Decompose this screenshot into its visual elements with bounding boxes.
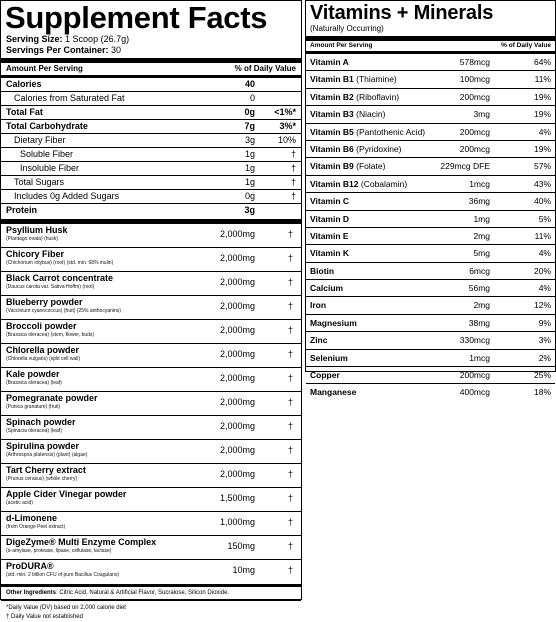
vitamin-mineral-name: Copper [310, 370, 340, 381]
vitamin-mineral-alias: (Riboflavin) [353, 91, 400, 102]
vitamin-mineral-name: Zinc [310, 335, 328, 346]
vitamin-mineral-row [306, 88, 555, 105]
ingredient-dv: † [287, 253, 293, 263]
ingredient-row [1, 392, 301, 415]
nutrient-amount: 1g [244, 177, 255, 187]
amount-header-row [1, 63, 301, 75]
other-ingredients-value: : Citric Acid, Natural & Artificial Flavor, Sucralose, Silicon Dioxide. [56, 590, 230, 596]
ingredient-dv: † [287, 325, 293, 335]
vitamin-mineral-dv: 18% [533, 387, 551, 398]
nutrient-row [1, 190, 301, 203]
ingredient-dv: † [287, 301, 293, 311]
vitamin-mineral-name: Vitamin K [310, 248, 350, 259]
ingredient-row [1, 344, 301, 367]
ingredient-amount: 2,000mg [219, 445, 255, 455]
ingredient-name: Broccoli powder [6, 321, 77, 331]
serving-size-label: Serving Size: [6, 34, 63, 44]
ingredient-name: Psyllium Husk [6, 225, 68, 235]
ingredient-dv: † [287, 277, 293, 287]
vitamin-mineral-dv: 64% [533, 57, 551, 67]
nutrient-row [1, 204, 301, 217]
ingredient-amount: 2,000mg [219, 469, 255, 479]
ingredient-row [1, 536, 301, 559]
vm-dv-header: % of Daily Value [501, 42, 551, 49]
ingredient-name: DigeZyme® Multi Enzyme Complex [6, 537, 157, 547]
nutrient-name: Protein [6, 205, 38, 215]
ingredient-amount: 2,000mg [219, 373, 255, 383]
vm-amount-header-row [306, 41, 555, 51]
nutrient-name: Soluble Fiber [20, 149, 74, 159]
ingredient-amount: 2,000mg [219, 349, 255, 359]
vitamin-mineral-row [306, 192, 555, 209]
vitamin-mineral-amount: 3mg [473, 109, 490, 120]
vitamin-mineral-alias: (Folate) [353, 161, 386, 172]
vitamin-mineral-amount: 6mcg [469, 265, 490, 276]
ingredient-detail: (from Orange Peel extract) [6, 524, 66, 530]
ingredient-row [1, 368, 301, 391]
vitamin-mineral-name: Vitamin B5 [310, 126, 354, 137]
dv-header: % of Daily Value [234, 64, 296, 73]
vitamin-mineral-dv: 11% [534, 74, 551, 85]
serving-size [1, 34, 301, 45]
ingredient-name: Chicory Fiber [6, 249, 65, 259]
nutrient-amount: 3g [244, 205, 255, 215]
vitamin-mineral-row [306, 244, 555, 261]
vitamin-mineral-name: Vitamin B3 [310, 109, 354, 120]
vitamin-mineral-name: Vitamin B1 [310, 74, 354, 85]
ingredient-dv: † [287, 445, 293, 455]
nutrient-amount: 1g [244, 149, 255, 159]
nutrient-name: Total Fat [6, 107, 43, 117]
supplement-facts-title: Supplement Facts [5, 0, 268, 35]
ingredient-row [1, 320, 301, 343]
ingredient-row [1, 416, 301, 439]
nutrient-dv: 10% [277, 135, 296, 145]
vitamin-mineral-name: Vitamin D [310, 213, 350, 224]
ingredient-amount: 2,000mg [219, 397, 255, 407]
ingredient-detail: (Chlorella vulgaris) (split cell wall) [6, 356, 81, 362]
nutrient-name: Dietary Fiber [14, 135, 66, 145]
nutrient-dv: † [290, 191, 296, 201]
vitamin-mineral-dv: 19% [533, 143, 551, 154]
nutrient-amount: 0g [244, 107, 255, 117]
vitamin-mineral-row [306, 157, 555, 174]
nutrient-row [1, 106, 301, 119]
ingredient-dv: † [287, 541, 293, 551]
ingredient-amount: 2,000mg [219, 277, 255, 287]
vitamin-mineral-amount: 5mg [473, 248, 490, 259]
ingredient-detail: (Daucus carota var. Sativa Hoffm) (root) [6, 284, 95, 290]
nutrient-row [1, 92, 301, 105]
ingredient-dv: † [287, 565, 293, 575]
vitamin-mineral-name: Manganese [310, 387, 357, 398]
ingredient-detail: (Vaccinium cyanococcus) (fruit) (25% anthocyanins) [6, 308, 121, 314]
vitamin-mineral-row [306, 314, 555, 331]
vitamin-mineral-name: Vitamin B9 [310, 161, 354, 172]
vitamin-mineral-name: Vitamin B2 [310, 91, 354, 102]
vitamin-mineral-dv: 19% [533, 91, 551, 102]
ingredient-row [1, 272, 301, 295]
vitamin-mineral-name: Vitamin B6 [310, 143, 354, 154]
nutrient-name: Includes 0g Added Sugars [14, 191, 120, 201]
vitamin-mineral-row [306, 349, 555, 366]
ingredient-list [1, 224, 301, 583]
vitamin-mineral-dv: 5% [538, 213, 551, 224]
vitamin-mineral-dv: 57% [533, 161, 551, 172]
vitamin-mineral-name: Vitamin C [310, 196, 350, 207]
vitamin-mineral-name: Vitamin B12 [310, 178, 359, 189]
ingredient-row [1, 248, 301, 271]
ingredient-dv: † [287, 493, 293, 503]
vitamin-mineral-row [306, 210, 555, 227]
vitamin-mineral-alias: (Cobalamin) [358, 178, 408, 189]
ingredient-amount: 2,000mg [219, 229, 255, 239]
vitamin-mineral-amount: 100mcg [459, 74, 490, 85]
ingredient-name: Kale powder [6, 369, 60, 379]
vitamin-mineral-dv: 19% [533, 109, 551, 120]
ingredient-detail: (Punica granatum) (fruit) [6, 404, 61, 410]
ingredient-amount: 2,000mg [219, 301, 255, 311]
nutrient-amount: 3g [244, 135, 255, 145]
nutrient-name: Insoluble Fiber [20, 163, 80, 173]
ingredient-dv: † [287, 517, 293, 527]
nutrient-row [1, 148, 301, 161]
vitamin-mineral-amount: 200mcg [459, 91, 490, 102]
vitamin-mineral-dv: 11% [534, 230, 551, 241]
ingredient-detail: (Arthrospira platensis) (plant) (algae) [6, 452, 88, 458]
vitamin-mineral-amount: 330mcg [459, 335, 490, 346]
vitamin-mineral-dv: 12% [533, 300, 551, 311]
vitamin-mineral-amount: 36mg [468, 196, 490, 207]
ingredient-detail: (Chichorium intybus) (root) (std. min. 68% inulin) [6, 260, 114, 266]
nutrient-name: Total Carbohydrate [6, 121, 88, 131]
vitamin-mineral-amount: 200mcg [459, 126, 490, 137]
vitamin-mineral-row [306, 54, 555, 70]
nutrient-dv: <1%* [274, 107, 296, 117]
vitamin-mineral-row [306, 262, 555, 279]
vitamin-mineral-amount: 1mg [473, 213, 490, 224]
ingredient-dv: † [287, 469, 293, 479]
vitamin-mineral-name: Iron [310, 300, 327, 311]
nutrient-name: Total Sugars [14, 177, 65, 187]
ingredient-name: Tart Cherry extract [6, 465, 86, 475]
ingredient-row [1, 560, 301, 583]
vitamin-mineral-dv: 4% [538, 283, 551, 294]
ingredient-detail: (Plantago ovata) (husk) [6, 236, 58, 242]
vitamin-mineral-dv: 3% [538, 335, 551, 346]
servings-per-container [1, 45, 301, 58]
vitamin-mineral-amount: 400mcg [459, 387, 490, 398]
vitamin-mineral-row [306, 105, 555, 122]
footnote-dv: *Daily Value (DV) based on 2,000 calorie diet [6, 605, 126, 611]
vitamin-mineral-dv: 9% [538, 317, 551, 328]
ingredient-amount: 2,000mg [219, 421, 255, 431]
ingredient-row [1, 440, 301, 463]
vitamin-mineral-name: Vitamin E [310, 230, 349, 241]
ingredient-amount: 2,000mg [219, 253, 255, 263]
vitamin-mineral-row [306, 366, 555, 383]
nutrient-amount: 0 [249, 93, 255, 103]
ingredient-name: Spinach powder [6, 417, 76, 427]
vitamin-mineral-name: Vitamin A [310, 57, 349, 67]
nutrient-dv: 3%* [279, 121, 296, 131]
ingredient-dv: † [287, 229, 293, 239]
nutrient-amount: 7g [244, 121, 255, 131]
ingredient-dv: † [287, 349, 293, 359]
ingredient-row [1, 488, 301, 511]
ingredient-row [1, 296, 301, 319]
nutrient-row [1, 176, 301, 189]
servings-value: 30 [111, 45, 122, 55]
vitamin-mineral-dv: 2% [538, 352, 551, 363]
ingredient-dv: † [287, 421, 293, 431]
other-ingredients [1, 587, 301, 600]
ingredient-amount: 2,000mg [219, 325, 255, 335]
ingredient-detail: (acetic acid) [6, 500, 33, 506]
ingredient-name: Pomegranate powder [6, 393, 98, 403]
vitamin-mineral-row [306, 279, 555, 296]
vitamin-mineral-row [306, 70, 555, 87]
vitamin-mineral-alias: (Pantothenic Acid) [353, 126, 426, 137]
vitamin-mineral-alias: (Pyridoxine) [353, 143, 402, 154]
vitamin-mineral-dv: 4% [538, 248, 551, 259]
ingredient-name: ProDURA® [6, 561, 54, 571]
ingredient-name: Spirulina powder [6, 441, 80, 451]
vitamin-mineral-row [306, 227, 555, 244]
vitamin-mineral-name: Biotin [310, 265, 335, 276]
vitamin-mineral-amount: 578mcg [459, 57, 490, 67]
ingredient-amount: 1,000mg [219, 517, 255, 527]
vitamin-mineral-row [306, 123, 555, 140]
nutrient-row [1, 134, 301, 147]
other-ingredients-label: Other Ingredients [6, 590, 57, 596]
footnote-dagger: † Daily Value not established [6, 614, 83, 620]
nutrient-name: Calories from Saturated Fat [14, 93, 125, 103]
amount-header: Amount Per Serving [6, 64, 83, 73]
vitamin-mineral-dv: 20% [533, 265, 551, 276]
vitamin-mineral-amount: 200mcg [459, 143, 490, 154]
nutrient-dv: † [290, 163, 296, 173]
vitamin-mineral-row [306, 140, 555, 157]
vitamin-mineral-amount: 38mg [468, 317, 490, 328]
ingredient-detail: (Brassica oleracea) (stem, flower, buds) [6, 332, 95, 338]
ingredient-detail: (Prunus cerasus) (whole cherry) [6, 476, 78, 482]
ingredient-detail: (α-amylase, protease, lipase, cellulase, lactase) [6, 548, 112, 554]
ingredient-row [1, 464, 301, 487]
vitamin-mineral-amount: 2mg [473, 300, 490, 311]
servings-label: Servings Per Container: [6, 45, 109, 55]
vitamin-mineral-amount: 1mcg [469, 352, 490, 363]
vitamin-mineral-name: Selenium [310, 352, 348, 363]
ingredient-name: Blueberry powder [6, 297, 83, 307]
nutrient-dv: † [290, 149, 296, 159]
ingredient-dv: † [287, 373, 293, 383]
ingredient-detail: (Spinacia oleracea) (leaf) [6, 428, 62, 434]
vitamin-mineral-amount: 56mg [468, 283, 490, 294]
ingredient-name: d-Limonene [6, 513, 57, 523]
nutrient-dv: † [290, 177, 296, 187]
ingredient-row [1, 512, 301, 535]
nutrient-name: Calories [6, 79, 42, 89]
ingredient-detail: (Brassica oleracea) (leaf) [6, 380, 62, 386]
vitamin-mineral-amount: 2mg [473, 230, 490, 241]
vitamin-mineral-name: Magnesium [310, 317, 357, 328]
ingredient-name: Black Carrot concentrate [6, 273, 114, 283]
ingredient-dv: † [287, 397, 293, 407]
ingredient-amount: 10mg [232, 565, 255, 575]
vitamin-mineral-amount: 1mcg [469, 178, 490, 189]
vitamin-mineral-row [306, 175, 555, 192]
ingredient-amount: 150mg [227, 541, 255, 551]
vitamins-minerals-title: Vitamins + Minerals [310, 2, 494, 24]
vitamin-mineral-dv: 43% [533, 178, 551, 189]
nutrient-amount: 0g [244, 191, 255, 201]
vitamin-mineral-name: Calcium [310, 283, 344, 294]
nutrient-list [1, 78, 301, 217]
vitamins-minerals-subtitle: (Naturally Occurring) [310, 24, 384, 33]
serving-size-value: 1 Scoop (26.7g) [65, 34, 130, 44]
vitamin-mineral-amount: 200mcg [459, 370, 490, 381]
vitamin-mineral-row [306, 331, 555, 348]
vitamin-mineral-amount: 229mcg DFE [440, 161, 490, 172]
vitamin-mineral-row [306, 296, 555, 313]
ingredient-row [1, 224, 301, 247]
vitamin-mineral-row [306, 383, 555, 400]
vitamin-mineral-alias: (Niacin) [353, 109, 386, 120]
ingredient-amount: 1,500mg [219, 493, 255, 503]
vitamin-mineral-dv: 40% [533, 196, 551, 207]
vitamin-mineral-list [306, 54, 555, 401]
vitamin-mineral-dv: 25% [533, 370, 551, 381]
nutrient-row [1, 120, 301, 133]
vitamin-mineral-alias: (Thiamine) [353, 74, 397, 85]
ingredient-detail: (std. min. 2 billion CFU of pure Bacillus Coagulans) [6, 572, 120, 578]
nutrient-amount: 40 [244, 79, 255, 89]
nutrient-amount: 1g [244, 163, 255, 173]
vitamin-mineral-dv: 4% [538, 126, 551, 137]
nutrient-row [1, 162, 301, 175]
vm-amount-header: Amount Per Serving [310, 42, 373, 49]
nutrient-row [1, 78, 301, 91]
ingredient-name: Chlorella powder [6, 345, 80, 355]
vitamins-minerals-panel [305, 0, 556, 398]
ingredient-name: Apple Cider Vinegar powder [6, 489, 127, 499]
